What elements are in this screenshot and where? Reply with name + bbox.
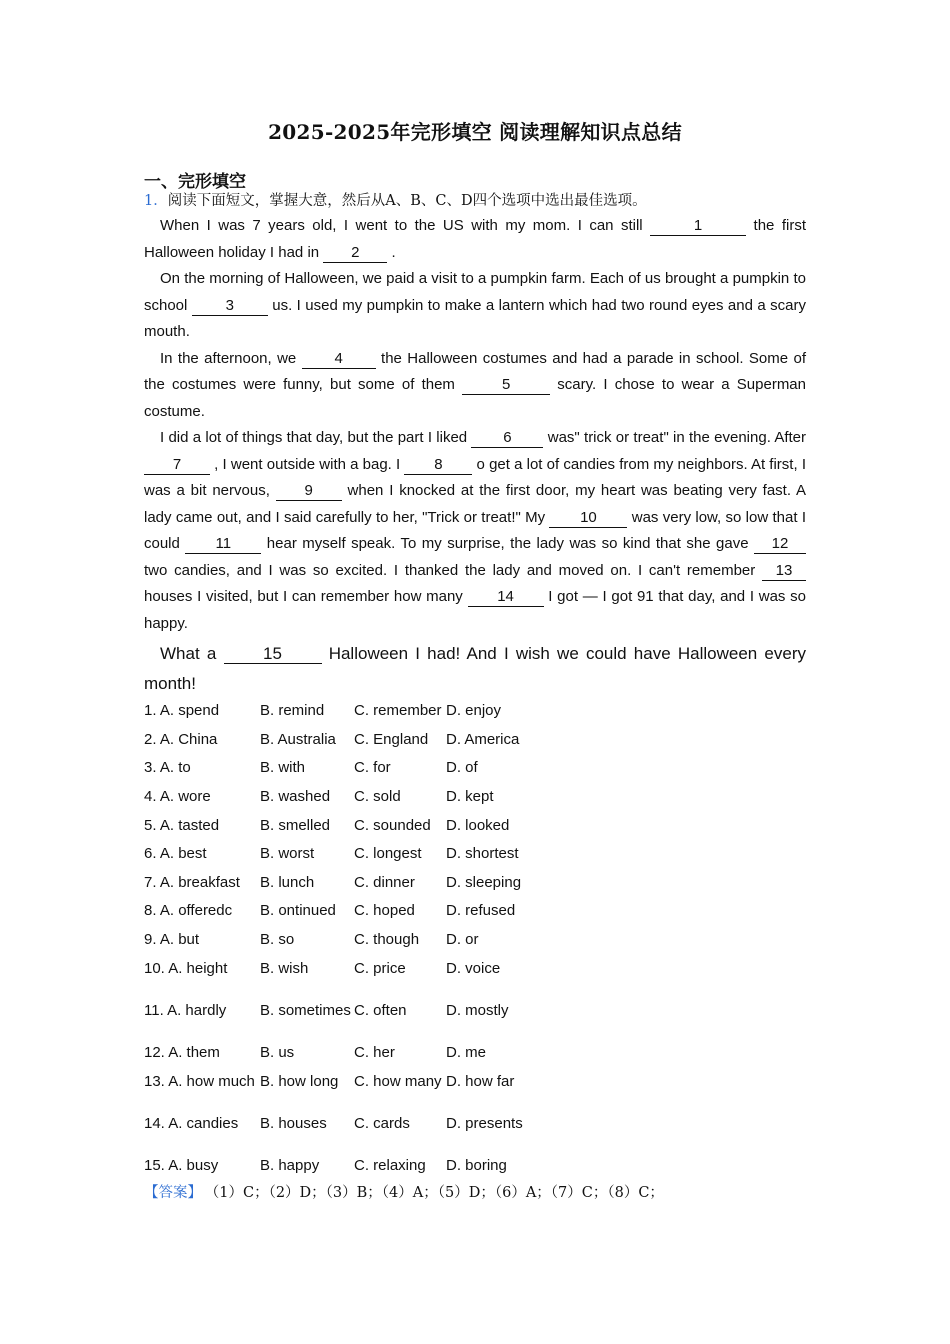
option-d: D. voice — [446, 959, 501, 977]
option-d: D. how far — [446, 1072, 515, 1090]
option-a: 9. A. but — [144, 931, 200, 949]
passage-text: was" trick or treat" in the evening. After — [543, 429, 806, 446]
passage-text: two candies, and I was so excited. I thanked the lady and moved on. I can't remember — [144, 561, 762, 579]
option-d: D. boring — [446, 1157, 507, 1175]
answer-text: （1）C；（2）D；（3）B；（4）A；（5）D；（6）A；（7）C；（8）C； — [212, 1185, 664, 1201]
passage-text: the Halloween costumes and had a parade in school. Some of the costumes were funny, but some of them — [144, 349, 806, 393]
option-b: B. wish — [260, 959, 309, 977]
option-c: C. how many — [354, 1072, 442, 1090]
section-heading: 一、完形填空 — [144, 172, 246, 192]
option-a: 12. A. them — [144, 1044, 220, 1062]
passage-text: when I knocked at the first door, my heart was beating very fast. A lady came out, and I said carefully to her, "Trick or treat!" My — [144, 482, 806, 526]
option-d: D. of — [446, 759, 478, 777]
passage — [144, 213, 806, 699]
option-row — [144, 926, 526, 955]
option-d: D. America — [446, 730, 520, 748]
option-a: 3. A. to — [144, 759, 191, 777]
option-b: B. how long — [260, 1072, 339, 1090]
option-d: D. sleeping — [446, 873, 522, 891]
option-b: B. with — [260, 759, 306, 777]
option-row — [144, 897, 526, 926]
option-b: B. sometimes — [260, 1001, 351, 1019]
paragraph-4 — [144, 425, 806, 637]
option-d: D. or — [446, 931, 479, 949]
blank-12: 12 — [754, 535, 806, 554]
option-a: 1. A. spend — [144, 702, 220, 720]
option-b: B. houses — [260, 1115, 327, 1133]
option-a: 2. A. China — [144, 730, 218, 748]
paragraph-5 — [144, 639, 806, 699]
passage-text: o get a lot of candies from my neighbors. At first, I was a bit nervous, — [144, 455, 806, 499]
option-c: C. her — [354, 1044, 395, 1062]
question-instruction — [144, 189, 647, 210]
option-b: B. remind — [260, 702, 325, 720]
question-number: 1． — [144, 193, 168, 209]
passage-text: was very low, so low that I could — [144, 508, 806, 552]
option-row — [144, 983, 526, 1039]
passage-text: In the afternoon, we — [160, 349, 302, 367]
option-a: 8. A. offeredc — [144, 902, 233, 920]
option-row — [144, 869, 526, 898]
option-c: C. cards — [354, 1115, 410, 1133]
passage-text: On the morning of Halloween, we paid a visit to a pumpkin farm. Each of us brought a pumpkin to school — [144, 270, 806, 314]
option-b: B. us — [260, 1044, 295, 1062]
blank-4: 4 — [302, 350, 376, 369]
option-row — [144, 1068, 526, 1097]
option-a: 4. A. wore — [144, 788, 211, 806]
instruction-text: 阅读下面短文，掌握大意，然后从A、B、C、D四个选项中选出最佳选项。 — [167, 193, 647, 209]
option-d: D. refused — [446, 902, 516, 920]
option-a: 15. A. busy — [144, 1157, 219, 1175]
passage-text: Halloween I had! And I wish we could have Halloween every month! — [144, 644, 806, 693]
option-row — [144, 783, 526, 812]
option-row — [144, 811, 526, 840]
option-c: C. price — [354, 959, 406, 977]
blank-11: 11 — [185, 535, 261, 554]
passage-text: What a — [160, 644, 224, 663]
option-a: 6. A. best — [144, 845, 207, 863]
option-row — [144, 1096, 526, 1152]
option-d: D. shortest — [446, 845, 519, 863]
option-a: 7. A. breakfast — [144, 873, 240, 891]
blank-1: 1 — [650, 217, 746, 236]
option-b: B. ontinued — [260, 902, 336, 920]
passage-text: When I was 7 years old, I went to the US with my mom. I can still — [160, 217, 651, 234]
option-d: D. presents — [446, 1115, 523, 1133]
option-d: D. mostly — [446, 1001, 509, 1019]
passage-text: I did a lot of things that day, but the part I liked — [160, 429, 472, 446]
option-c: C. sold — [354, 788, 401, 806]
option-c: C. dinner — [354, 873, 415, 891]
option-row — [144, 1039, 526, 1068]
blank-14: 14 — [468, 588, 544, 607]
option-a: 13. A. how much — [144, 1072, 255, 1090]
blank-10: 10 — [549, 509, 627, 528]
passage-text: I got — I got 91 that day, and I was so happy. — [144, 588, 806, 632]
option-a: 11. A. hardly — [144, 1001, 227, 1019]
blank-3: 3 — [192, 297, 268, 316]
option-c: C. often — [354, 1001, 407, 1019]
option-c: C. for — [354, 759, 391, 777]
option-d: D. enjoy — [446, 702, 502, 720]
option-c: C. sounded — [354, 816, 431, 834]
option-b: B. so — [260, 931, 295, 949]
option-b: B. washed — [260, 788, 331, 806]
blank-15: 15 — [224, 645, 322, 664]
option-row — [144, 726, 526, 755]
page-title: 2025-2025年完形填空 阅读理解知识点总结 — [268, 120, 682, 144]
option-c: C. England — [354, 730, 429, 748]
option-b: B. smelled — [260, 816, 331, 834]
option-row — [144, 697, 526, 726]
option-c: C. remember — [354, 702, 442, 720]
option-d: D. kept — [446, 788, 494, 806]
option-c: C. relaxing — [354, 1157, 426, 1175]
option-b: B. happy — [260, 1157, 320, 1175]
passage-text: , I went outside with a bag. I — [210, 455, 405, 473]
paragraph-1 — [144, 213, 806, 266]
blank-5: 5 — [462, 376, 550, 395]
option-row — [144, 954, 526, 983]
blank-2: 2 — [323, 244, 387, 263]
paragraph-2 — [144, 266, 806, 346]
option-b: B. lunch — [260, 873, 315, 891]
passage-text: scary. I chose to wear a Superman costume. — [144, 376, 806, 420]
passage-text: houses I visited, but I can remember how many — [144, 588, 468, 605]
option-row — [144, 840, 526, 869]
blank-9: 9 — [276, 482, 342, 501]
option-b: B. Australia — [260, 730, 336, 748]
option-c: C. longest — [354, 845, 422, 863]
answer-tag: 【答案】 — [144, 1185, 202, 1201]
option-a: 14. A. candies — [144, 1115, 239, 1133]
option-a: 10. A. height — [144, 959, 228, 977]
option-a: 5. A. tasted — [144, 816, 220, 834]
blank-8: 8 — [404, 456, 472, 475]
passage-text: hear myself speak. To my surprise, the lady was so kind that she gave — [261, 535, 754, 552]
option-c: C. hoped — [354, 902, 415, 920]
passage-text: the first Halloween holiday I had in — [144, 217, 806, 261]
blank-7: 7 — [144, 456, 210, 475]
option-row — [144, 754, 526, 783]
option-b: B. worst — [260, 845, 315, 863]
options-table — [144, 697, 526, 1181]
option-c: C. though — [354, 931, 420, 949]
passage-text: . — [387, 243, 396, 261]
answer-line — [144, 1181, 664, 1202]
option-d: D. looked — [446, 816, 510, 834]
option-d: D. me — [446, 1044, 487, 1062]
blank-13: 13 — [762, 562, 806, 581]
paragraph-3 — [144, 346, 806, 426]
option-row — [144, 1152, 526, 1181]
blank-6: 6 — [471, 429, 543, 448]
passage-text: us. I used my pumpkin to make a lantern which had two round eyes and a scary mouth. — [144, 296, 806, 340]
